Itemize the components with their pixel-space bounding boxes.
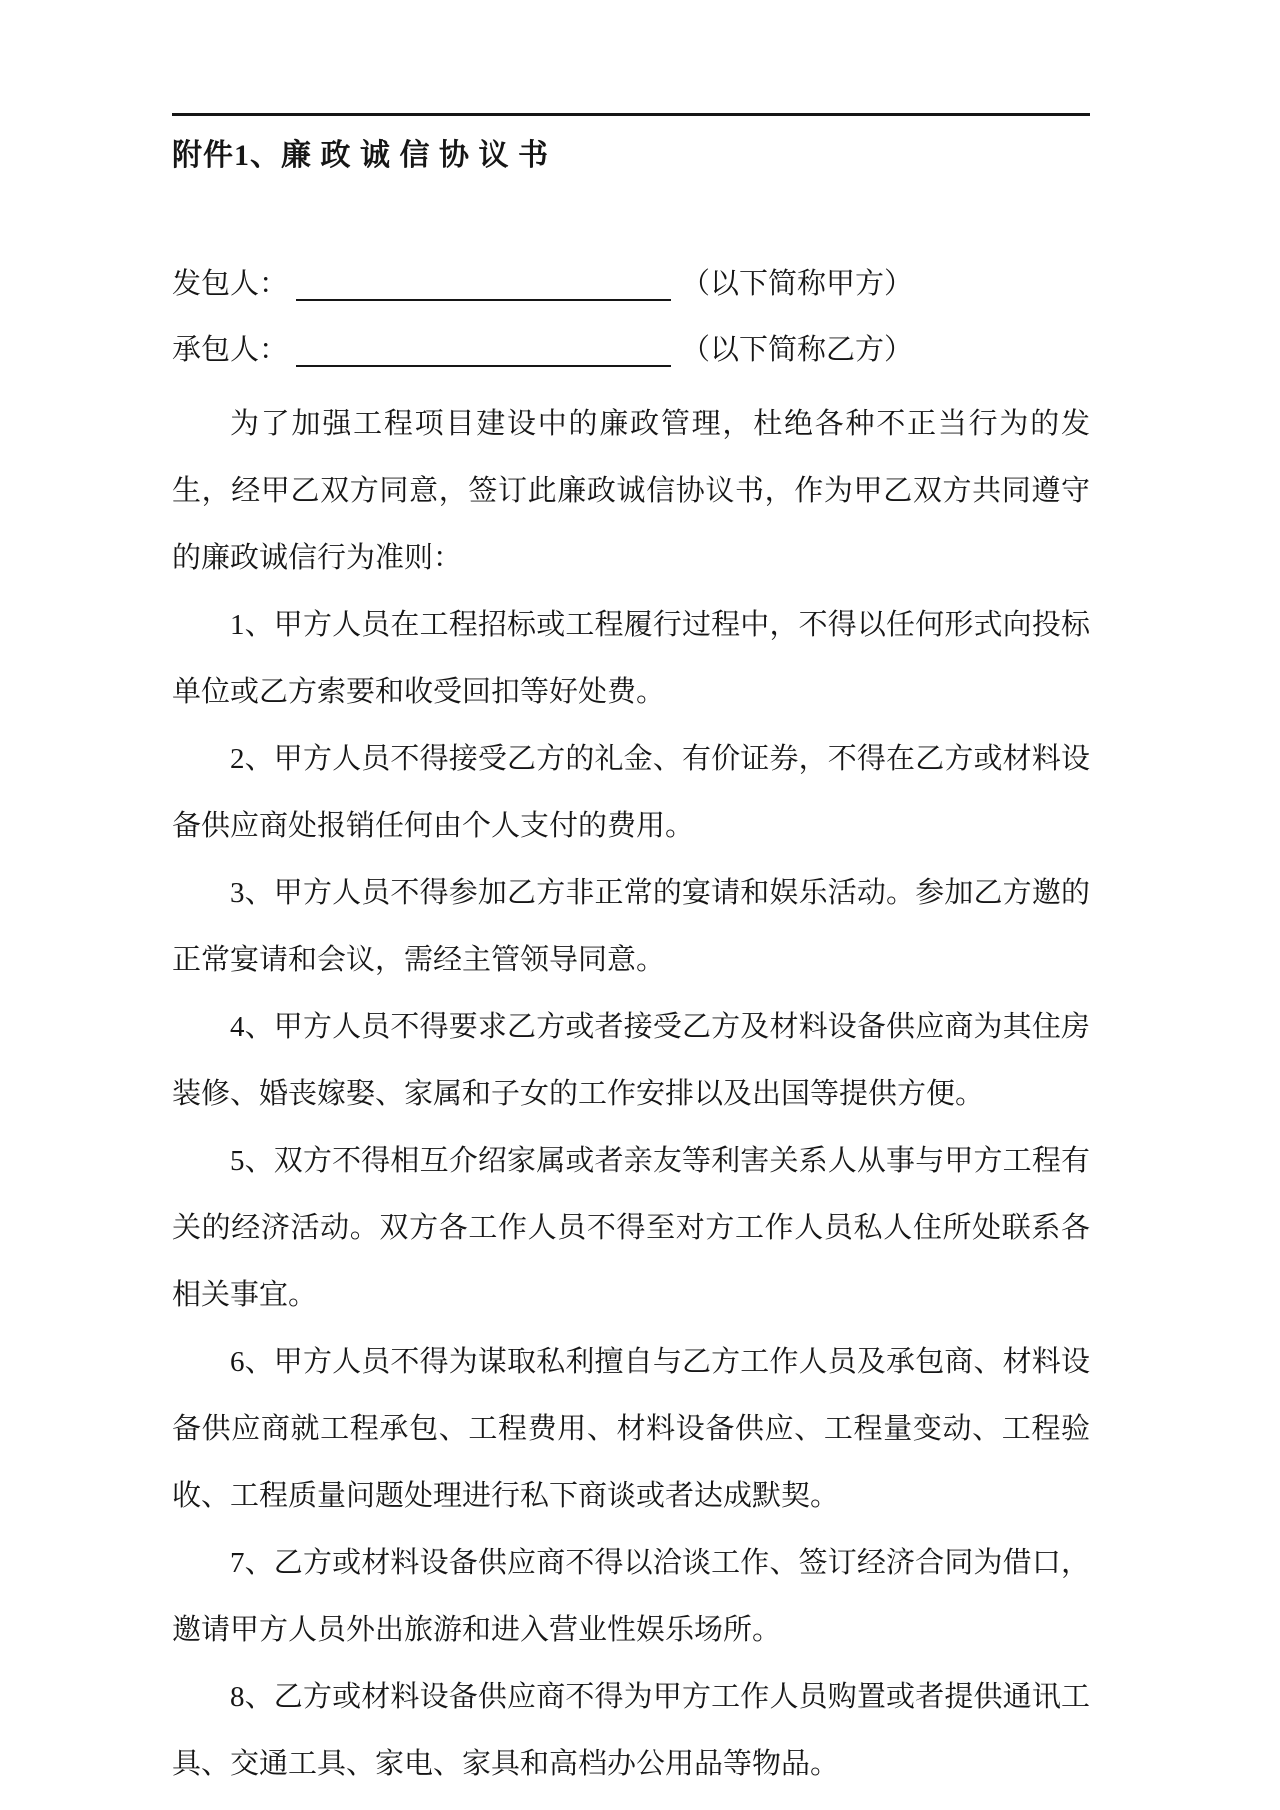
clause-paragraph-8: 8、乙方或材料设备供应商不得为甲方工作人员购置或者提供通讯工具、交通工具、家电、家具和高档办公用品等物品。 [172,1681,1090,1780]
employer-label: 发包人： [172,268,289,300]
contractor-alias: （以下简称乙方） [681,334,914,366]
employer-blank-line [296,299,671,301]
agreement-body [172,391,1090,1798]
intro-paragraph: 为了加强工程项目建设中的廉政管理，杜绝各种不正当行为的发生，经甲乙双方同意，签订此廉政诚信协议书，作为甲乙双方共同遵守的廉政诚信行为准则： [172,408,1090,574]
clause-paragraph-7: 7、乙方或材料设备供应商不得以洽谈工作、签订经济合同为借口，邀请甲方人员外出旅游和进入营业性娱乐场所。 [172,1547,1090,1646]
clause-paragraph-3: 3、甲方人员不得参加乙方非正常的宴请和娱乐活动。参加乙方邀的正常宴请和会议，需经主管领导同意。 [172,877,1090,976]
contractor-blank-line [296,365,671,367]
contractor-row [172,317,1090,383]
clause-paragraph-5: 5、双方不得相互介绍家属或者亲友等利害关系人从事与甲方工程有关的经济活动。双方各工作人员不得至对方工作人员私人住所处联系各相关事宜。 [172,1145,1090,1311]
contractor-label: 承包人： [172,334,289,366]
document-title: 附件1、廉 政 诚 信 协 议 书 [172,139,549,172]
clause-paragraph-1: 1、甲方人员在工程招标或工程履行过程中，不得以任何形式向投标单位或乙方索要和收受回扣等好处费。 [172,609,1090,708]
parties-block [172,251,1090,383]
employer-alias: （以下简称甲方） [681,268,914,300]
clause-paragraph-6: 6、甲方人员不得为谋取私利擅自与乙方工作人员及承包商、材料设备供应商就工程承包、工程费用、材料设备供应、工程量变动、工程验收、工程质量问题处理进行私下商谈或者达成默契。 [172,1346,1090,1512]
clause-paragraph-4: 4、甲方人员不得要求乙方或者接受乙方及材料设备供应商为其住房装修、婚丧嫁娶、家属和子女的工作安排以及出国等提供方便。 [172,1011,1090,1110]
employer-row [172,251,1090,317]
clause-paragraph-2: 2、甲方人员不得接受乙方的礼金、有价证券，不得在乙方或材料设备供应商处报销任何由个人支付的费用。 [172,743,1090,842]
header-rule [172,113,1090,116]
